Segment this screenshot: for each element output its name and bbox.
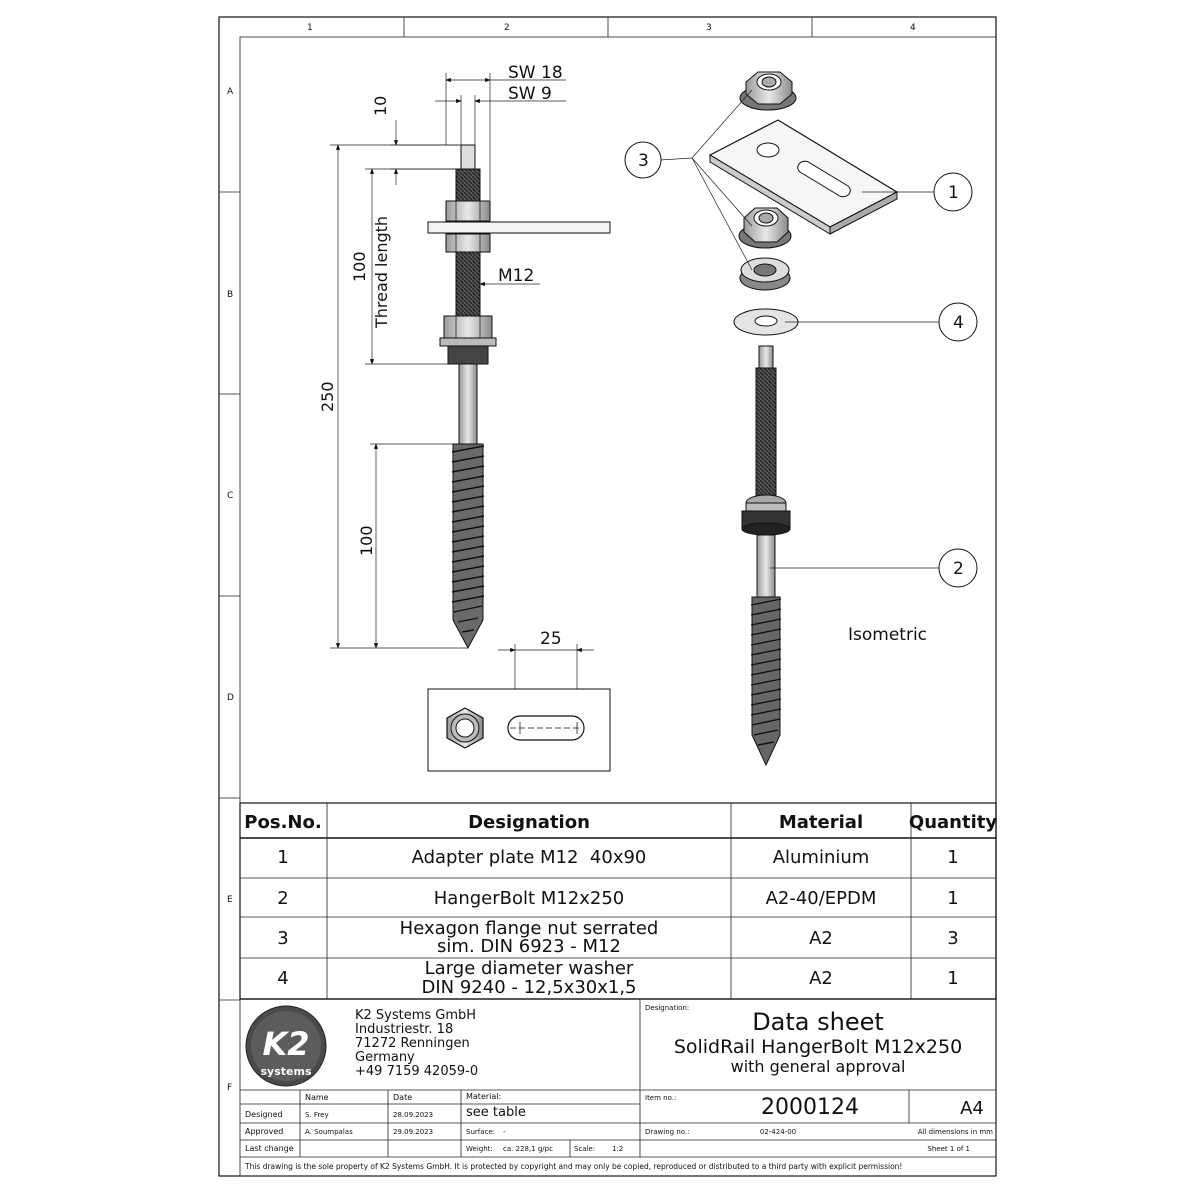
last-change-label: Last change <box>245 1144 294 1153</box>
company-street: Industriestr. 18 <box>355 1022 454 1037</box>
bom-designation: HangerBolt M12x250 <box>433 888 625 909</box>
dim-sw18: SW 18 <box>508 63 563 83</box>
iso-top-nut <box>740 72 796 110</box>
dim-100-thread: 100 <box>350 251 369 282</box>
frame-col-1: 1 <box>307 23 313 33</box>
bill-of-materials <box>240 803 997 999</box>
frame-row-e: E <box>227 895 233 905</box>
designation-label: Designation: <box>645 1004 690 1012</box>
frame-row-c: C <box>227 491 234 501</box>
designed-label: Designed <box>245 1110 283 1119</box>
bom-designation: Adapter plate M12 40x90 <box>411 847 647 868</box>
bom-header-designation: Designation <box>468 812 590 833</box>
dim-m12: M12 <box>498 266 535 286</box>
table-row <box>277 847 958 868</box>
scale-value: 1:2 <box>612 1145 624 1153</box>
surface-value: - <box>503 1128 506 1136</box>
all-dims-note: All dimensions in mm <box>917 1128 993 1136</box>
dim-25: 25 <box>540 629 562 649</box>
weight-label: Weight: <box>466 1145 493 1153</box>
bom-material: A2 <box>809 928 833 949</box>
iso-hanger-bolt <box>742 346 790 765</box>
bom-header-quantity: Quantity <box>908 812 998 833</box>
bom-header-pos: Pos.No. <box>244 812 322 833</box>
drawing-no-label: Drawing no.: <box>645 1128 690 1136</box>
front-view <box>318 63 610 648</box>
bom-pos: 1 <box>277 847 289 868</box>
material-value: see table <box>466 1105 526 1120</box>
bom-designation-line1: Large diameter washer <box>424 958 634 979</box>
table-row <box>277 888 958 909</box>
drawing-no: 02-424-00 <box>759 1128 797 1136</box>
frame-row-b: B <box>227 290 234 300</box>
dim-sw9: SW 9 <box>508 84 552 104</box>
approved-date: 29.09.2023 <box>393 1128 434 1136</box>
table-row <box>277 958 958 998</box>
designed-name: S. Frey <box>305 1111 329 1119</box>
title-data-sheet: Data sheet <box>752 1008 884 1036</box>
dim-10: 10 <box>371 95 390 116</box>
format: A4 <box>960 1098 984 1119</box>
table-row <box>277 918 958 957</box>
bom-designation-line2: sim. DIN 6923 - M12 <box>437 936 621 957</box>
balloon-3: 3 <box>638 151 649 171</box>
frame-row-d: D <box>227 693 234 703</box>
isometric-label: Isometric <box>848 625 928 645</box>
balloon-1: 1 <box>948 183 959 203</box>
sheet-count: Sheet 1 of 1 <box>927 1145 970 1153</box>
bom-header-material: Material <box>778 812 864 833</box>
weight-value: ca. 228,1 g/pc <box>503 1145 553 1153</box>
frame-col-3: 3 <box>706 23 712 33</box>
company-city: 71272 Renningen <box>355 1036 470 1051</box>
title-product: SolidRail HangerBolt M12x250 <box>673 1036 963 1058</box>
dim-100-screw: 100 <box>357 525 376 556</box>
bom-quantity: 1 <box>947 847 959 868</box>
title-approval: with general approval <box>730 1057 906 1076</box>
approved-label: Approved <box>245 1127 284 1136</box>
material-label: Material: <box>466 1092 502 1101</box>
company-phone: +49 7159 42059-0 <box>355 1064 479 1079</box>
bom-quantity: 1 <box>947 968 959 989</box>
iso-bottom-nut <box>740 258 790 290</box>
svg-text:systems: systems <box>260 1065 312 1078</box>
scale-label: Scale: <box>574 1145 596 1153</box>
balloon-4: 4 <box>953 313 964 333</box>
company-name: K2 Systems GmbH <box>355 1008 477 1023</box>
item-no-label: Item no.: <box>645 1094 677 1102</box>
balloon-2: 2 <box>953 559 964 579</box>
bom-pos: 4 <box>277 968 289 989</box>
bom-quantity: 1 <box>947 888 959 909</box>
bom-pos: 3 <box>277 928 289 949</box>
frame-row-f: F <box>227 1083 233 1093</box>
title-block <box>240 999 996 1171</box>
bom-designation-line2: DIN 9240 - 12,5x30x1,5 <box>421 977 637 998</box>
designed-date: 28.09.2023 <box>393 1111 434 1119</box>
bom-material: A2-40/EPDM <box>765 888 877 909</box>
frame-col-2: 2 <box>504 23 510 33</box>
frame-col-4: 4 <box>910 23 916 33</box>
company-country: Germany <box>355 1050 415 1065</box>
frame-row-a: A <box>227 87 234 97</box>
svg-text:K2: K2 <box>262 1025 310 1063</box>
copyright-footer: This drawing is the sole property of K2 Systems GmbH. It is protected by copyright and may only be copied, reproduced or distributed to a third party with explicit permission! <box>245 1162 903 1171</box>
item-no: 2000124 <box>761 1095 859 1120</box>
col-name-label: Name <box>305 1093 329 1102</box>
k2-logo <box>246 1006 326 1086</box>
bom-designation-line1: Hexagon flange nut serrated <box>399 918 659 939</box>
dim-thread-length: Thread length <box>372 215 391 328</box>
bom-material: A2 <box>809 968 833 989</box>
isometric-view <box>625 72 977 765</box>
iso-adapter-plate <box>710 120 897 234</box>
iso-middle-nut <box>739 208 791 248</box>
approved-name: A. Soumpalas <box>305 1128 353 1136</box>
top-view <box>428 629 610 771</box>
bom-quantity: 3 <box>947 928 959 949</box>
bom-material: Aluminium <box>772 847 870 868</box>
dim-250: 250 <box>318 381 337 412</box>
bom-pos: 2 <box>277 888 289 909</box>
col-date-label: Date <box>393 1093 413 1102</box>
surface-label: Surface: <box>466 1128 496 1136</box>
